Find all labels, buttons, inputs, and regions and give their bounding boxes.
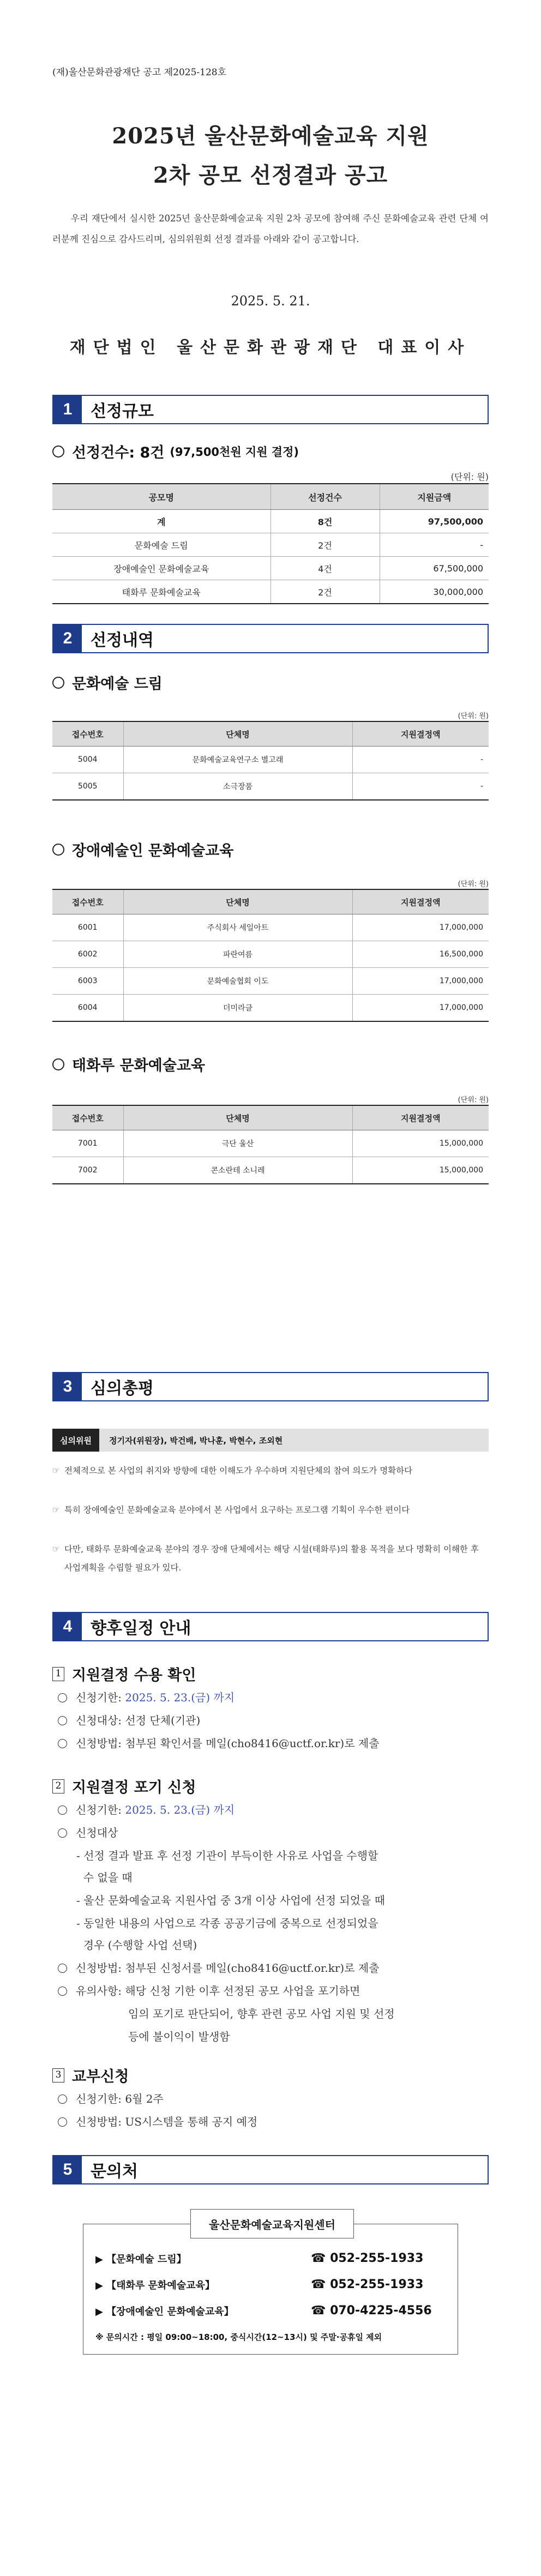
schedule-line [58,2114,257,2130]
intro-paragraph: 우리 재단에서 실시한 2025년 울산문화예술교육 지원 2차 공모에 참여해 주신 문화예술교육 관련 단체 여러분께 진심으로 감사드리며, 심의위원회 선정 결과를 아래와 같이 공고합니다. [52,213,489,244]
group-title-disabled-artists [52,839,233,860]
column-header: 지원결정액 [352,889,489,914]
cell: 문화예술협회 이도 [123,968,352,995]
review-comment-text: 특히 장애예술인 문화예술교육 분야에서 본 사업에서 요구하는 프로그램 기획이 우수한 편이다 [64,1505,410,1515]
condition-line: - 울산 문화예술교육 지원사업 중 3개 이상 사업에 선정 되었을 때 [76,1894,386,1907]
cell: 2건 [270,580,380,604]
review-comment [52,1501,489,1519]
cell: 17,000,000 [352,914,489,941]
cell: 8건 [270,510,380,533]
title-line-1: 2025년 울산문화예술교육 지원 [112,123,429,149]
group-title-dream [52,672,163,693]
cell: 더미라클 [123,995,352,1022]
table-row [52,747,489,773]
schedule-line [58,1689,235,1706]
table-row [52,580,489,604]
schedule-block-title [52,1663,196,1684]
table-header-row [52,1105,489,1130]
section-number: 2 [53,625,82,652]
section-3-header [52,1372,489,1401]
circle-bullet-icon [58,1716,67,1725]
condition-line: - 동일한 내용의 사업으로 각종 공공기금에 중복으로 선정되었을 [76,1917,378,1930]
cell: 주식회사 세일아트 [123,914,352,941]
cell: 67,500,000 [380,557,489,580]
table-row [52,941,489,968]
circle-bullet-icon [52,1058,64,1070]
review-committee-bar [52,1429,489,1452]
condition-line: - 선정 결과 발표 후 선정 기관이 부득이한 사유로 사업을 수행할 [76,1849,378,1862]
circle-bullet-icon [58,1805,67,1815]
contact-center-title: 울산문화예술교육지원센터 [190,2209,354,2238]
block-title-text: 지원결정 포기 신청 [72,1779,196,1796]
group-title-text: 태화루 문화예술교육 [72,1057,206,1074]
schedule-line [58,1712,200,1729]
unit-label: (단위: 원) [458,712,489,720]
section-number: 4 [53,1613,82,1640]
column-header: 지원금액 [380,484,489,510]
contact-phone: ☎ 070-4225-4556 [311,2304,432,2318]
cell: - [352,773,489,801]
table-row [52,557,489,580]
circle-bullet-icon [52,677,64,689]
pointing-hand-icon: ☞ [52,1544,60,1554]
cell: 5004 [52,747,123,773]
column-header: 지원결정액 [352,1105,489,1130]
cell: 극단 울산 [123,1130,352,1157]
cell: 15,000,000 [352,1157,489,1184]
cell: 15,000,000 [352,1130,489,1157]
table-row [52,968,489,995]
circle-bullet-icon [58,1828,67,1838]
cell: 30,000,000 [380,580,489,604]
caution-line: 등에 불이익이 발생함 [128,2030,230,2043]
line-label: 신청기한: [76,1691,125,1704]
taehwaru-table [52,1105,489,1184]
cell: 16,500,000 [352,941,489,968]
column-header: 단체명 [123,1105,352,1130]
circle-bullet-icon [58,1964,67,1973]
schedule-line [58,1802,235,1818]
announcement-date: 2025. 5. 21. [231,293,310,309]
cell: - [352,747,489,773]
circle-bullet-icon [58,1739,67,1748]
block-title-text: 지원결정 수용 확인 [72,1667,196,1684]
column-header: 지원결정액 [352,721,489,747]
circle-bullet-icon [58,1693,67,1702]
review-members: 정기자(위원장), 박건배, 박나훈, 박현수, 조외현 [109,1435,283,1446]
contact-phone: ☎ 052-255-1933 [311,2252,424,2265]
table-row [52,533,489,557]
cell: 장애예술인 문화예술교육 [52,557,270,580]
column-header: 선정건수 [270,484,380,510]
section-4-header [52,1612,489,1641]
contact-row [95,2252,444,2266]
circle-bullet-icon [58,1987,67,1996]
contact-name: ▶ 【문화예술 드림】 [95,2254,187,2265]
column-header: 접수번호 [52,721,123,747]
title-line-2: 2차 공모 선정결과 공고 [153,162,388,188]
section-1-header [52,395,489,424]
line-label: 신청기한: [76,1803,125,1816]
headline-note: (97,500천원 지원 결정) [170,445,299,459]
cell: 6001 [52,914,123,941]
contact-row [95,2304,444,2318]
section-title: 심의총평 [91,1379,154,1398]
table-row [52,1130,489,1157]
column-header: 접수번호 [52,1105,123,1130]
contact-phone: ☎ 052-255-1933 [311,2278,424,2291]
deadline-value: 2025. 5. 23.(금) 까지 [125,1803,235,1816]
numbered-box-icon: 1 [52,1667,64,1681]
section-5-header [52,2155,489,2184]
cell: 6004 [52,995,123,1022]
table-row [52,773,489,801]
numbered-box-icon: 2 [52,1779,64,1793]
condition-line: 경우 (수행할 사업 선택) [76,1939,197,1952]
headline-text: 선정건수: 8건 [72,444,165,461]
review-comment [52,1461,489,1480]
cell: 97,500,000 [380,510,489,533]
line-label: 신청방법: 첨부된 확인서를 메일(cho8416@uctf.or.kr)로 제출 [76,1737,380,1750]
line-label: 신청대상: 선정 단체(기관) [76,1714,201,1727]
doc-number: (재)울산문화관광재단 공고 제2025-128호 [52,67,227,78]
cell: 17,000,000 [352,995,489,1022]
section-number: 1 [53,396,82,423]
section-number: 3 [53,1373,82,1400]
line-label: 유의사항: 해당 신청 기한 이후 선정된 공모 사업을 포기하면 [76,1984,360,1997]
cell: 6002 [52,941,123,968]
table-row [52,995,489,1022]
contact-row [95,2278,444,2292]
schedule-block-title [52,2065,129,2086]
table-row [52,914,489,941]
table-header-row [52,889,489,914]
dream-table [52,721,489,801]
block-title-text: 교부신청 [72,2068,129,2085]
cell: 콘소란테 소니레 [123,1157,352,1184]
cell: 5005 [52,773,123,801]
contact-box [83,2218,458,2355]
column-header: 단체명 [123,721,352,747]
selection-count-headline [52,441,299,462]
condition-line: 수 없을 때 [76,1871,133,1884]
column-header: 접수번호 [52,889,123,914]
review-comment-text: 다만, 태화루 문화예술교육 분야의 경우 장애 단체에서는 해당 시설(태화루)의 활용 목적을 보다 명확히 이해한 후 사업계획을 수립할 필요가 있다. [64,1544,479,1573]
pointing-hand-icon: ☞ [52,1466,60,1476]
circle-bullet-icon [52,446,64,458]
cell: 6003 [52,968,123,995]
circle-bullet-icon [58,2094,67,2104]
review-comment [52,1540,489,1577]
line-label: 신청방법: 첨부된 신청서를 메일(cho8416@uctf.or.kr)로 제출 [76,1961,380,1975]
unit-label: (단위: 원) [458,880,489,888]
column-header: 공모명 [52,484,270,510]
section-title: 향후일정 안내 [91,1619,191,1638]
cell: 태화루 문화예술교육 [52,580,270,604]
deadline-value: 2025. 5. 23.(금) 까지 [125,1691,235,1704]
pointing-hand-icon: ☞ [52,1505,60,1515]
section-title: 선정내역 [91,631,154,650]
issuer-name: 재단법인 울산문화관광재단 대표이사 [69,338,472,357]
selection-summary-table [52,483,489,604]
schedule-line [58,1960,380,1976]
group-title-taehwaru [52,1054,205,1075]
line-label: 신청방법: US시스템을 통해 공지 예정 [76,2115,258,2128]
line-label: 신청기한: 6월 2주 [76,2092,164,2105]
schedule-block-title [52,1775,196,1797]
group-title-text: 문화예술 드림 [72,676,163,693]
inquiry-hours-note: ※ 문의시간 : 평일 09:00~18:00, 중식시간(12~13시) 및 주말·공휴일 제외 [95,2332,382,2342]
circle-bullet-icon [52,844,64,856]
total-row [52,510,489,533]
section-number: 5 [53,2156,82,2183]
schedule-line [58,1735,380,1752]
schedule-line [58,2091,164,2107]
cell: - [380,533,489,557]
circle-bullet-icon [58,2117,67,2127]
contact-name: ▶ 【태화루 문화예술교육】 [95,2280,215,2291]
numbered-box-icon: 3 [52,2068,64,2083]
cell: 17,000,000 [352,968,489,995]
cell: 파란여름 [123,941,352,968]
section-title: 문의처 [91,2162,138,2181]
cell: 2건 [270,533,380,557]
cell: 소극장품 [123,773,352,801]
contact-name: ▶ 【장애예술인 문화예술교육】 [95,2306,234,2318]
cell: 계 [52,510,270,533]
column-header: 단체명 [123,889,352,914]
section-2-header [52,624,489,653]
schedule-line [58,1983,360,1999]
disabled-artists-table [52,889,489,1022]
line-label: 신청대상 [76,1826,118,1839]
table-row [52,1157,489,1184]
caution-line: 임의 포기로 판단되어, 향후 관련 공모 사업 지원 및 선정 [128,2007,395,2020]
group-title-text: 장애예술인 문화예술교육 [72,842,234,859]
cell: 문화예술 드림 [52,533,270,557]
cell: 4건 [270,557,380,580]
cell: 7002 [52,1157,123,1184]
schedule-line [58,1825,118,1841]
review-label: 심의위원 [52,1429,99,1452]
cell: 문화예술교육연구소 별고래 [123,747,352,773]
table-header-row [52,721,489,747]
unit-label: (단위: 원) [450,472,489,482]
unit-label: (단위: 원) [458,1096,489,1104]
table-header-row [52,484,489,510]
review-comment-text: 전체적으로 본 사업의 취지와 방향에 대한 이해도가 우수하며 지원단체의 참여 의도가 명확하다 [64,1466,413,1476]
section-title: 선정규모 [91,402,154,421]
cell: 7001 [52,1130,123,1157]
